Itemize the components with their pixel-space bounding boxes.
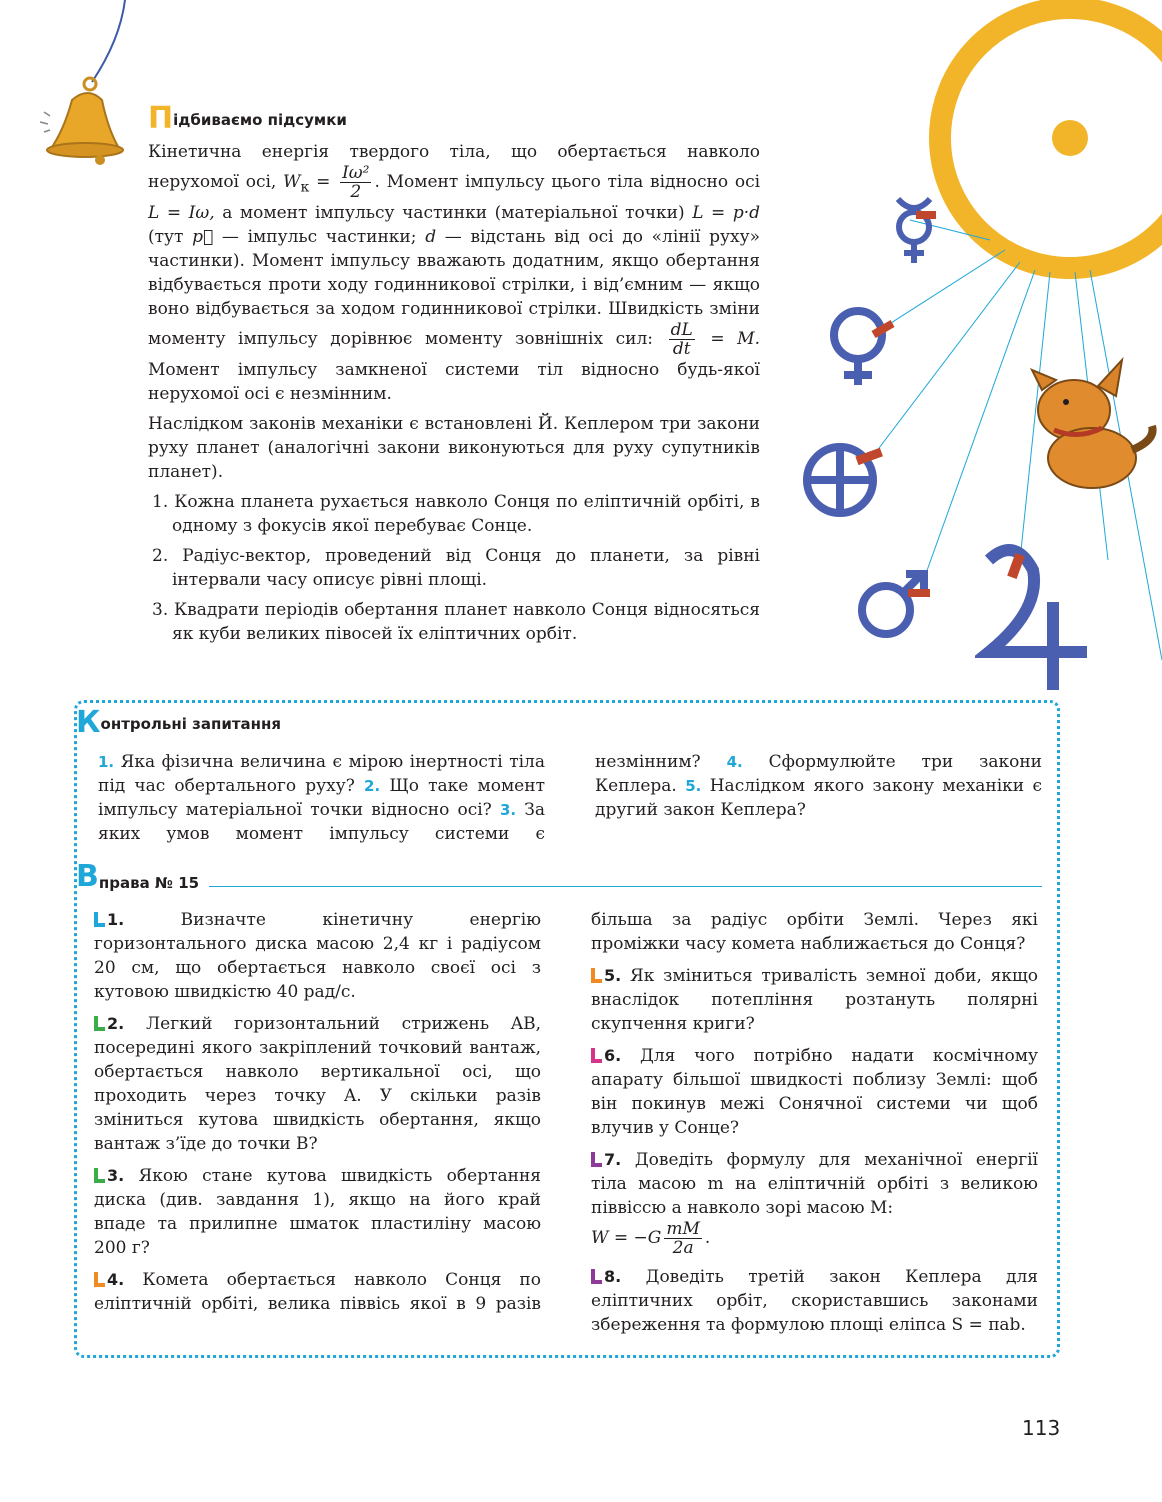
task-number: 7. (604, 1150, 622, 1169)
task-number: 5. (604, 966, 622, 985)
task-2 (94, 1012, 541, 1156)
task-number: 4. (107, 1270, 125, 1289)
fraction-denominator: 2a (672, 1238, 694, 1258)
question-number: 2. (364, 777, 381, 795)
task-marker (94, 912, 105, 927)
task-text: Комета обертається навколо Сонця по еліптичній орбіті, велика піввісь якої в 9 разів більша за радіус орбіти Землі. Через які проміжки часу комета наближається до Сонця? (94, 910, 1038, 1314)
exercise-heading-rule (209, 886, 1042, 887)
question-3: За яких умов момент імпульсу системи є незмінним? (98, 752, 701, 844)
fraction-denominator: dt (672, 339, 691, 359)
summary-heading-initial: П (148, 101, 174, 136)
text-span: . Момент імпульсу цього тіла відносно осі (374, 172, 761, 192)
bell-icon (30, 0, 130, 170)
task-text: Як зміниться тривалість земної доби, якщо внаслідок потепління розтануть полярні скупчення криги? (591, 966, 1039, 1034)
exercise-heading-initial: В (76, 859, 99, 894)
task-1 (94, 908, 541, 1004)
kepler-law-3: 3. Квадрати періодів обертання планет навколо Сонця відносяться як куби великих півосей їх еліптичних орбіт. (152, 600, 760, 644)
exercise-tasks (94, 908, 1038, 1337)
question-number: 4. (726, 753, 743, 771)
summary-section (148, 101, 761, 652)
question-1: Яка фізична величина є мірою інертності тіла під час обертального руху? (98, 752, 545, 796)
formula-eq: = (316, 172, 331, 192)
task-marker (591, 1152, 602, 1167)
questions-heading (76, 705, 1042, 740)
task-number: 2. (107, 1014, 125, 1033)
task-7 (591, 1148, 1038, 1257)
task-number: 1. (107, 910, 125, 929)
question-2: Що таке момент імпульсу матеріальної точки відносно осі? (98, 776, 545, 820)
task-8 (591, 1265, 1038, 1337)
task-marker (94, 1272, 105, 1287)
fraction-denominator: 2 (350, 182, 362, 202)
question-number: 5. (685, 777, 702, 795)
summary-heading (148, 101, 760, 136)
questions-text (76, 750, 1042, 846)
task-marker (94, 1168, 105, 1183)
questions-heading-initial: К (76, 705, 101, 740)
task-3 (94, 1164, 541, 1260)
task-text: Якою стане кутова швидкість обертання диска (див. завдання 1), якщо на його край впаде та прилипне шматок пластиліну масою 200 г? (94, 1166, 542, 1258)
task-text: Доведіть третій закон Кеплера для еліптичних орбіт, скориставшись законами збереження та формулою площі еліпса S = πab. (591, 1267, 1039, 1335)
formula-energy: W = −G (591, 1228, 662, 1248)
text-span: Кінетична енергія твердого тіла, що обертається навколо нерухомої осі, (148, 142, 760, 192)
text-span: — відстань від осі до «лінії руху» частинки). Момент імпульсу вважають додатним, якщо обертання відбувається проти ходу годинникової стрілки, і від’ємним — якщо воно відбувається за ходом годинникової стрілки. Швидкість зміни моменту імпульсу дорівнює моменту зовнішніх сил: (148, 227, 761, 349)
kepler-laws-list (148, 490, 760, 646)
summary-heading-text: ідбиваємо підсумки (173, 111, 347, 129)
question-4: Сформулюйте три закони Кеплера. (595, 752, 1043, 796)
text-span: — імпульс частинки; (221, 227, 417, 247)
task-5 (591, 964, 1038, 1036)
exercise-heading (76, 859, 1042, 894)
summary-paragraph-1 (148, 140, 760, 406)
page-number: 113 (1022, 1416, 1061, 1440)
task-text: Доведіть формулу для механічної енергії тіла масою m на еліптичній орбіті з великою піввіссю a навколо зорі масою M: (591, 1150, 1038, 1218)
question-5: Наслідком якого закону механіки є другий закон Кеплера? (595, 776, 1043, 820)
formula-lpd: L = p·d (692, 203, 761, 223)
fraction-numerator: dL (670, 320, 693, 340)
questions-heading-text: онтрольні запитання (100, 715, 282, 733)
question-number: 1. (98, 753, 115, 771)
fraction-dl-dt (669, 321, 695, 358)
formula-p-vector: p⃗ (192, 227, 214, 247)
task-text: Легкий горизонтальний стрижень AB, посередині якого закріплений точковий вантаж, обертається навколо вертикальної осі, що проходить через точку A. У скільки разів зміниться кутова швидкість обертання, якщо вантаж з’їде до точки B? (94, 1014, 542, 1154)
exercise-heading-text: права № 15 (98, 874, 200, 892)
task-marker (94, 1016, 105, 1031)
fraction-numerator: Iω² (342, 163, 370, 183)
formula-sub: к (300, 179, 310, 196)
mars-symbol-icon (856, 565, 936, 640)
task-number: 8. (604, 1267, 622, 1286)
fraction-numerator: mM (666, 1219, 700, 1239)
task-marker (591, 1048, 602, 1063)
text-span: Момент імпульсу замкненої системи тіл відносно будь-якої нерухомої осі є незмінним. (148, 360, 760, 404)
fraction-kinetic (340, 164, 371, 201)
text-span: (тут (148, 227, 184, 247)
task-text: Визначте кінетичну енергію горизонтального диска масою 2,4 кг і радіусом 20 см, що обертається навколо своєї осі з кутовою швидкістю 40 рад/с. (94, 910, 542, 1002)
mercury-symbol-icon (888, 195, 940, 265)
question-number: 3. (499, 801, 517, 819)
summary-paragraph-2: Наслідком законів механіки є встановлені Й. Кеплером три закони руху планет (аналогічні закони виконуються для руху супутників планет). (148, 414, 760, 482)
formula-l: L = Iω, (148, 203, 215, 223)
kepler-law-1: 1. Кожна планета рухається навколо Сонця по еліптичній орбіті, в одному з фокусів якої перебуває Сонце. (152, 492, 760, 536)
formula-d: d (425, 227, 437, 247)
task-number: 6. (604, 1046, 622, 1065)
task-marker (591, 968, 602, 983)
task-6 (591, 1044, 1038, 1140)
jupiter-symbol-icon (975, 540, 1095, 695)
questions-section (76, 705, 1043, 846)
earth-symbol-icon (800, 440, 890, 520)
task-number: 3. (107, 1166, 125, 1185)
task-text: Для чого потрібно надати космічному апарату більшої швидкості поблизу Землі: щоб він покинув межі Сонячної системи чи щоб влучив у Сонце? (591, 1046, 1039, 1138)
venus-symbol-icon (828, 305, 898, 387)
formula-dot: . (704, 1228, 711, 1248)
fraction-energy (664, 1220, 702, 1257)
kepler-law-2: 2. Радіус-вектор, проведений від Сонця до планети, за рівні інтервали часу описує рівні площі. (152, 546, 760, 590)
task-marker (591, 1269, 602, 1284)
text-span: а момент імпульсу частинки (матеріальної точки) (222, 203, 685, 223)
formula-m: = M. (710, 329, 760, 349)
dog-illustration (1022, 350, 1162, 490)
formula-w: W (283, 172, 301, 192)
